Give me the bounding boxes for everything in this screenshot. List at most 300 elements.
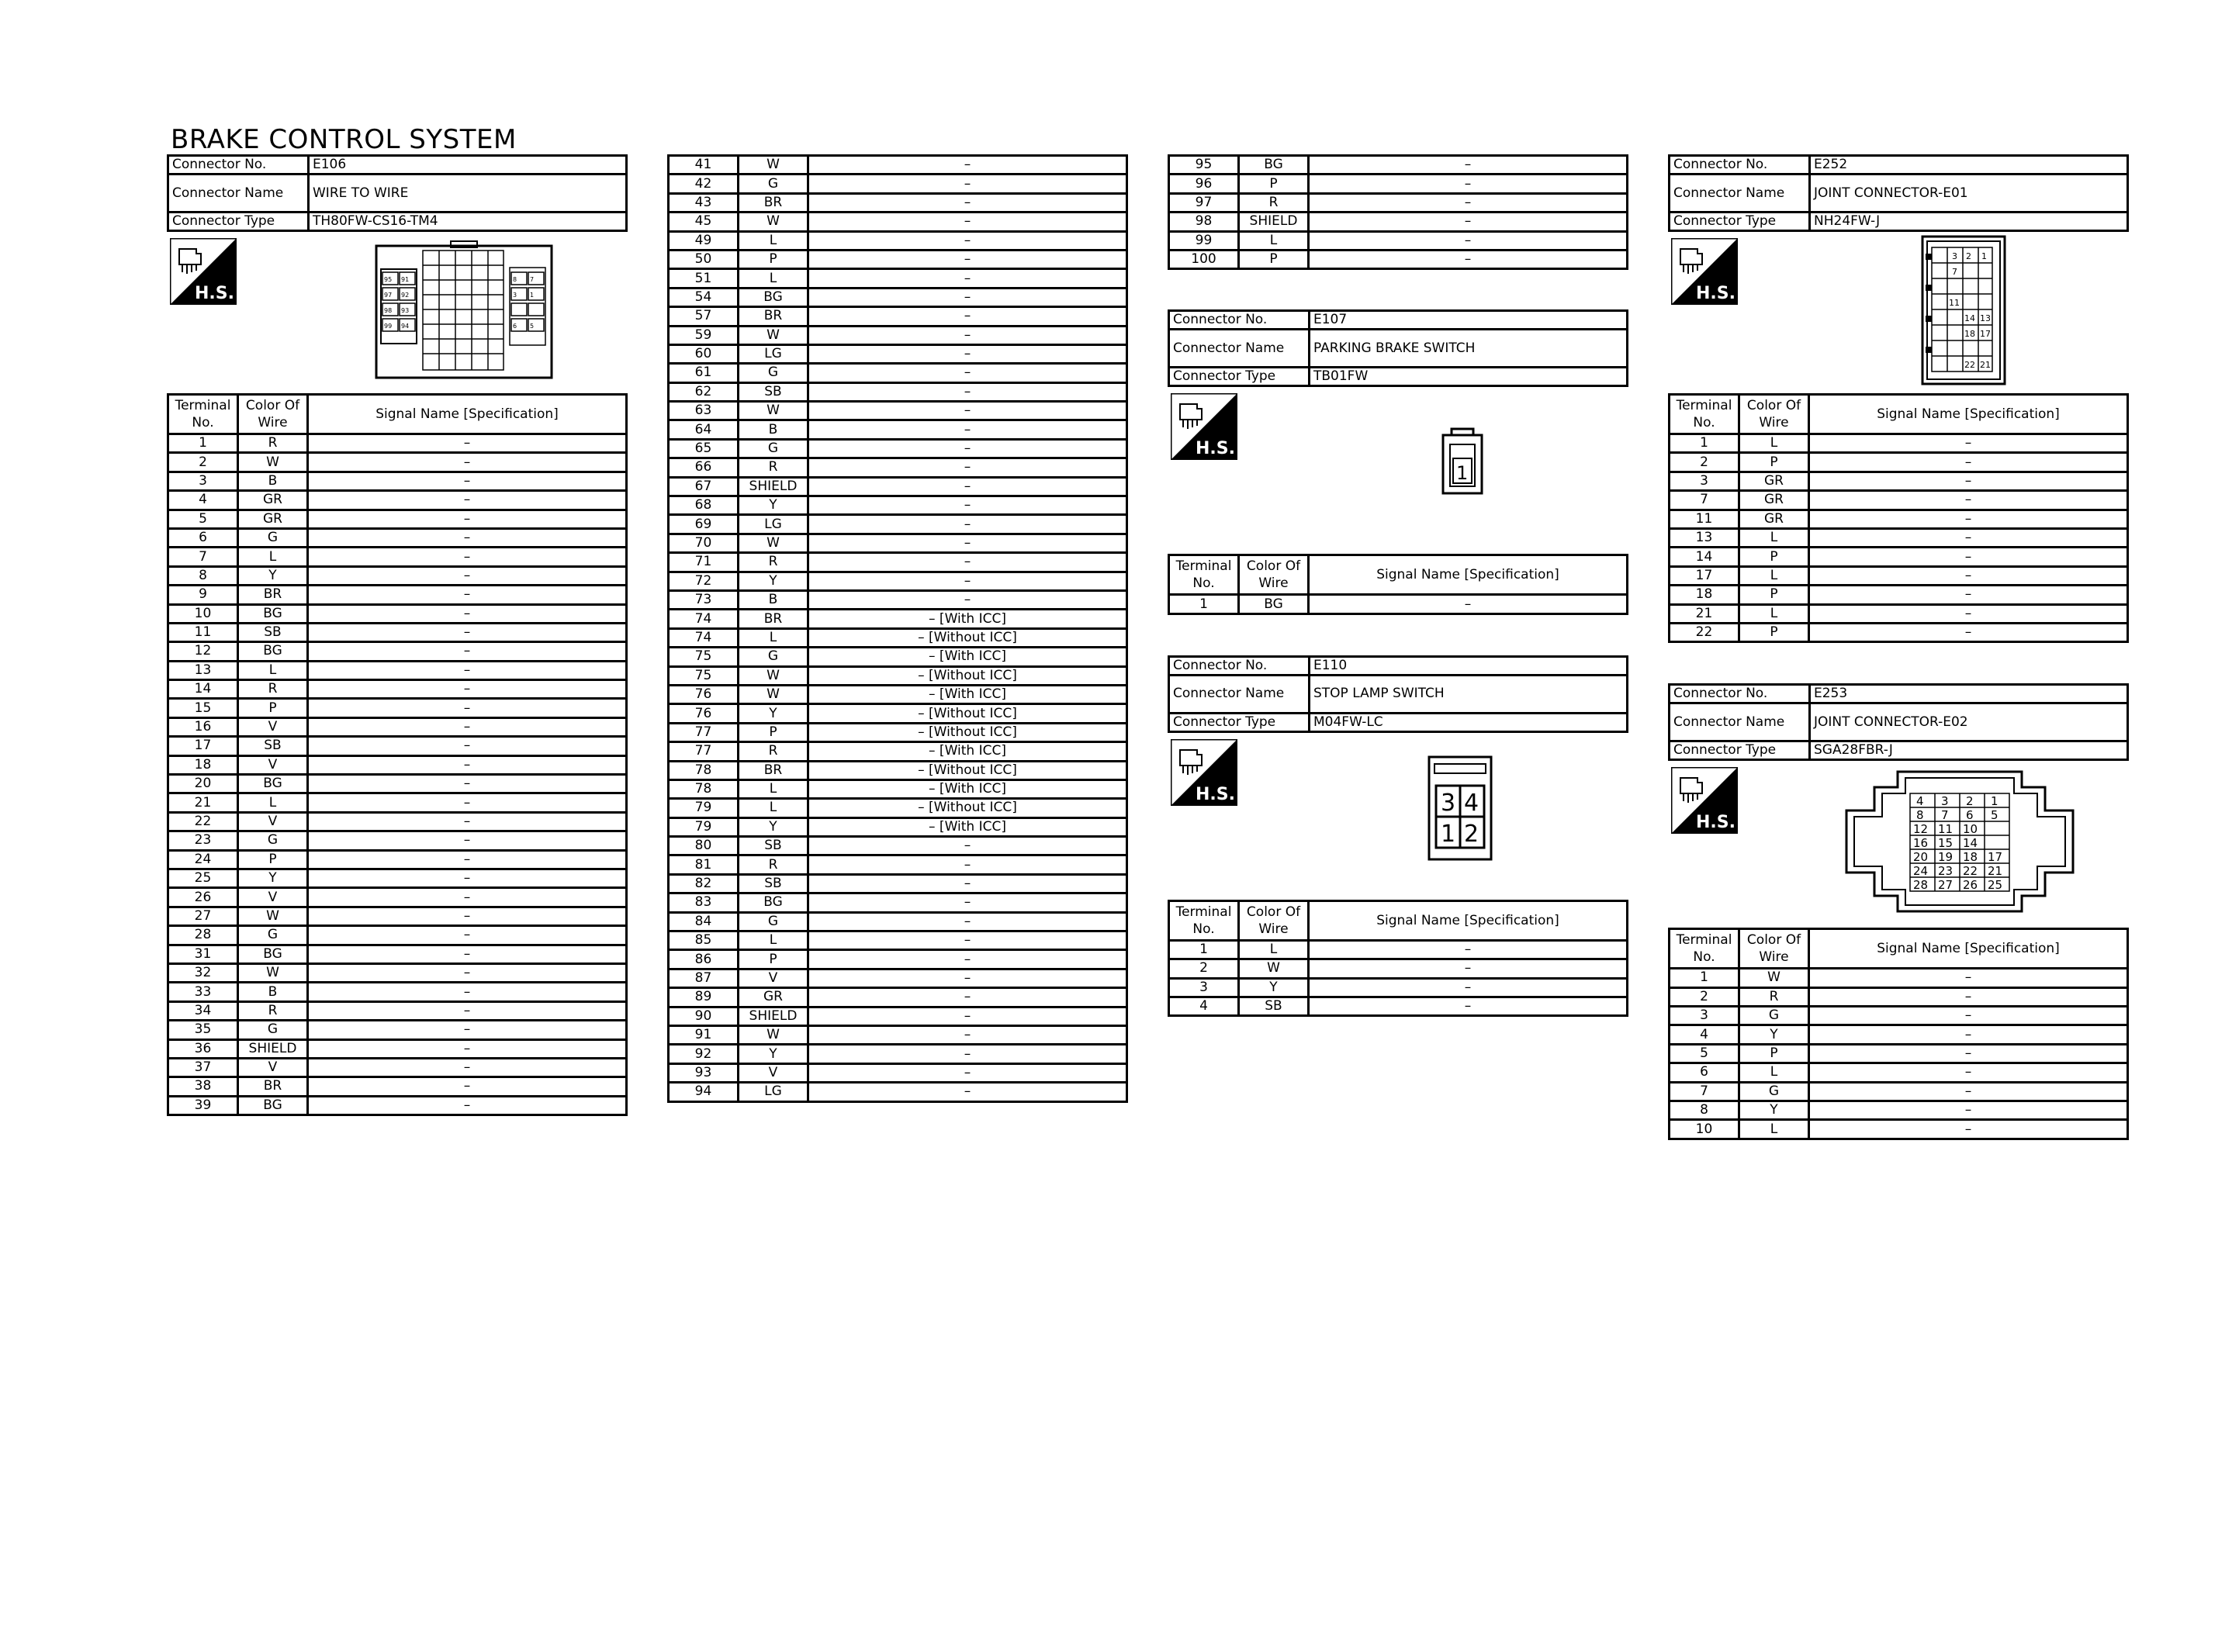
signal-name: – bbox=[808, 950, 1127, 969]
signal-name: – bbox=[308, 472, 627, 490]
terminal-row bbox=[669, 515, 1127, 534]
terminal-row bbox=[1670, 1120, 2128, 1139]
signal-name: – [With ICC] bbox=[808, 779, 1127, 798]
terminal-row bbox=[1670, 528, 2128, 547]
wire-color: GR bbox=[1739, 510, 1809, 528]
wire-color: BG bbox=[238, 945, 308, 963]
wire-color: BR bbox=[739, 193, 808, 212]
terminal-row bbox=[168, 699, 627, 717]
terminal-no: 31 bbox=[168, 945, 238, 963]
terminal-row bbox=[168, 661, 627, 679]
svg-text:2: 2 bbox=[1966, 794, 1974, 809]
terminal-no: 90 bbox=[669, 1007, 739, 1025]
wire-color: BG bbox=[739, 893, 808, 912]
wire-color: G bbox=[238, 528, 308, 547]
terminal-no: 77 bbox=[669, 742, 739, 761]
connector-type-label: Connector Type bbox=[168, 213, 309, 231]
signal-name: – bbox=[308, 1021, 627, 1039]
terminal-no: 8 bbox=[1670, 1101, 1739, 1120]
wire-color: R bbox=[739, 458, 808, 477]
signal-name-header: Signal Name [Specification] bbox=[1309, 555, 1628, 595]
signal-name: – bbox=[1809, 969, 2128, 987]
wire-color: P bbox=[1739, 1044, 1809, 1063]
e110-diagram-row bbox=[1168, 733, 1628, 900]
terminal-no: 84 bbox=[669, 912, 739, 931]
terminal-no: 82 bbox=[669, 874, 739, 893]
terminal-no: 25 bbox=[168, 869, 238, 887]
e106-pin-5: 5 bbox=[530, 323, 535, 330]
terminal-row bbox=[1670, 1007, 2128, 1025]
signal-name: – bbox=[808, 477, 1127, 496]
signal-name: – bbox=[808, 1007, 1127, 1025]
signal-name: – bbox=[308, 1001, 627, 1020]
terminal-no: 3 bbox=[1670, 472, 1739, 490]
signal-name: – bbox=[308, 850, 627, 869]
terminal-row bbox=[168, 963, 627, 982]
wire-color: B bbox=[739, 590, 808, 609]
svg-text:21: 21 bbox=[1988, 864, 2003, 879]
e110-connector-name: STOP LAMP SWITCH bbox=[1310, 675, 1628, 713]
signal-name: – bbox=[1809, 1007, 2128, 1025]
signal-name: – bbox=[308, 812, 627, 831]
terminal-no: 66 bbox=[669, 458, 739, 477]
terminal-no: 51 bbox=[669, 269, 739, 288]
terminal-no: 22 bbox=[168, 812, 238, 831]
svg-text:4: 4 bbox=[1916, 794, 1924, 809]
terminal-no: 15 bbox=[168, 699, 238, 717]
wire-color: BR bbox=[238, 1077, 308, 1096]
signal-name: – bbox=[308, 491, 627, 510]
wire-color: Y bbox=[1739, 1101, 1809, 1120]
terminal-row bbox=[1169, 231, 1628, 250]
wire-color: L bbox=[739, 799, 808, 817]
terminal-row bbox=[1169, 997, 1628, 1015]
terminal-no: 2 bbox=[1169, 959, 1239, 978]
terminal-row bbox=[669, 307, 1127, 326]
connector-no-label: Connector No. bbox=[1169, 311, 1310, 330]
wire-color: L bbox=[1739, 1063, 1809, 1082]
svg-text:25: 25 bbox=[1988, 878, 2003, 893]
signal-name: – bbox=[308, 434, 627, 453]
wire-color: BG bbox=[739, 288, 808, 306]
signal-name: – bbox=[808, 231, 1127, 250]
terminal-no: 54 bbox=[669, 288, 739, 306]
signal-name: – [Without ICC] bbox=[808, 666, 1127, 685]
terminal-no: 83 bbox=[669, 893, 739, 912]
terminal-no: 2 bbox=[1670, 453, 1739, 472]
wire-color: L bbox=[739, 931, 808, 950]
terminal-row bbox=[1670, 1063, 2128, 1082]
e252-pin-17: 17 bbox=[1980, 329, 1991, 339]
terminal-row bbox=[168, 623, 627, 641]
wire-color: L bbox=[238, 548, 308, 566]
terminal-row bbox=[1169, 175, 1628, 193]
terminal-row bbox=[669, 364, 1127, 382]
connector-no-label: Connector No. bbox=[1670, 685, 1810, 703]
terminal-no: 17 bbox=[168, 737, 238, 755]
wire-color: Y bbox=[739, 1045, 808, 1063]
hs-text: H.S. bbox=[195, 284, 234, 303]
wire-color: GR bbox=[1739, 472, 1809, 490]
terminal-no: 92 bbox=[669, 1045, 739, 1063]
e252-connector-no: E252 bbox=[1810, 156, 2128, 175]
wire-color: Y bbox=[1239, 978, 1309, 997]
terminal-no: 85 bbox=[669, 931, 739, 950]
wire-color: P bbox=[1739, 548, 1809, 566]
terminal-no: 14 bbox=[168, 680, 238, 699]
terminal-no: 76 bbox=[669, 685, 739, 703]
signal-name: – bbox=[308, 528, 627, 547]
terminal-row bbox=[669, 572, 1127, 590]
terminal-row bbox=[669, 1045, 1127, 1063]
terminal-row bbox=[669, 912, 1127, 931]
terminal-row bbox=[168, 775, 627, 793]
terminal-row bbox=[1169, 250, 1628, 268]
terminal-no: 75 bbox=[669, 648, 739, 666]
signal-name: – bbox=[1809, 453, 2128, 472]
wire-color: Y bbox=[238, 566, 308, 585]
e110-info-table bbox=[1168, 655, 1628, 733]
signal-name: – bbox=[808, 837, 1127, 855]
terminal-no: 7 bbox=[1670, 1082, 1739, 1101]
signal-name: – bbox=[1809, 548, 2128, 566]
signal-name: – bbox=[808, 402, 1127, 420]
terminal-row bbox=[168, 680, 627, 699]
signal-name: – [With ICC] bbox=[808, 742, 1127, 761]
wire-color: R bbox=[238, 1001, 308, 1020]
svg-text:12: 12 bbox=[1913, 822, 1929, 837]
signal-name: – [Without ICC] bbox=[808, 704, 1127, 723]
wire-color: R bbox=[739, 855, 808, 874]
connector-no-label: Connector No. bbox=[168, 156, 309, 175]
signal-name: – bbox=[308, 926, 627, 945]
signal-name: – bbox=[808, 213, 1127, 231]
wire-color: BG bbox=[1239, 595, 1309, 613]
terminal-no: 49 bbox=[669, 231, 739, 250]
terminal-no: 11 bbox=[168, 623, 238, 641]
e253-connector-type: SGA28FBR-J bbox=[1810, 741, 2128, 760]
terminal-row bbox=[168, 888, 627, 907]
signal-name: – bbox=[808, 1083, 1127, 1101]
signal-name: – [With ICC] bbox=[808, 610, 1127, 628]
svg-text:H.S.: H.S. bbox=[1196, 439, 1235, 459]
signal-name: – bbox=[808, 874, 1127, 893]
signal-name: – bbox=[308, 1077, 627, 1096]
e106-continued-panel bbox=[667, 154, 1128, 1103]
e106-pin-7: 7 bbox=[530, 276, 535, 283]
terminal-row bbox=[1670, 623, 2128, 641]
terminal-no: 20 bbox=[168, 775, 238, 793]
e106-pin-95: 95 bbox=[384, 276, 393, 283]
signal-name: – bbox=[1309, 978, 1628, 997]
signal-name: – bbox=[1809, 1082, 2128, 1101]
signal-name: – [With ICC] bbox=[808, 817, 1127, 836]
svg-text:14: 14 bbox=[1963, 836, 1978, 851]
e106-terminal-table-end bbox=[1168, 154, 1628, 270]
terminal-row bbox=[168, 528, 627, 547]
terminal-row bbox=[669, 156, 1127, 175]
signal-name: – bbox=[308, 604, 627, 623]
terminal-no: 60 bbox=[669, 344, 739, 363]
signal-name-header: Signal Name [Specification] bbox=[1809, 395, 2128, 434]
terminal-row bbox=[1670, 434, 2128, 453]
wire-color: SHIELD bbox=[739, 477, 808, 496]
terminal-no: 28 bbox=[168, 926, 238, 945]
terminal-no: 39 bbox=[168, 1096, 238, 1115]
terminal-row bbox=[1169, 978, 1628, 997]
terminal-no: 1 bbox=[1670, 434, 1739, 453]
wire-color: Y bbox=[739, 496, 808, 515]
terminal-no: 86 bbox=[669, 950, 739, 969]
signal-name: – bbox=[308, 680, 627, 699]
terminal-row bbox=[669, 269, 1127, 288]
signal-name: – bbox=[808, 344, 1127, 363]
signal-name: – bbox=[808, 288, 1127, 306]
terminal-row bbox=[168, 491, 627, 510]
terminal-no: 34 bbox=[168, 1001, 238, 1020]
terminal-no: 3 bbox=[1670, 1007, 1739, 1025]
e252-connector-name: JOINT CONNECTOR-E01 bbox=[1810, 175, 2128, 213]
e252-pin-3: 3 bbox=[1952, 251, 1957, 261]
terminal-no: 65 bbox=[669, 439, 739, 458]
signal-name: – [With ICC] bbox=[808, 685, 1127, 703]
e253-connector-no: E253 bbox=[1810, 685, 2128, 703]
signal-name: – bbox=[308, 1039, 627, 1058]
terminal-row bbox=[669, 610, 1127, 628]
terminal-no: 33 bbox=[168, 983, 238, 1001]
terminal-no: 61 bbox=[669, 364, 739, 382]
wire-color: SB bbox=[238, 737, 308, 755]
e107-connector-diagram bbox=[1441, 426, 1484, 496]
terminal-no: 11 bbox=[1670, 510, 1739, 528]
signal-name: – bbox=[808, 572, 1127, 590]
terminal-no: 98 bbox=[1169, 213, 1239, 231]
svg-text:10: 10 bbox=[1963, 822, 1978, 837]
wire-color: GR bbox=[1739, 491, 1809, 510]
e106-connector-diagram bbox=[375, 240, 553, 381]
signal-name: – bbox=[808, 420, 1127, 439]
terminal-row bbox=[669, 1025, 1127, 1044]
column-3 bbox=[1168, 154, 1628, 1017]
terminal-no: 70 bbox=[669, 534, 739, 552]
wire-color: P bbox=[1739, 453, 1809, 472]
signal-name: – bbox=[1809, 987, 2128, 1006]
terminal-row bbox=[669, 382, 1127, 401]
signal-name: – [Without ICC] bbox=[808, 723, 1127, 741]
terminal-no: 6 bbox=[1670, 1063, 1739, 1082]
connector-name-label: Connector Name bbox=[1169, 330, 1310, 368]
terminal-row bbox=[669, 1007, 1127, 1025]
wire-color: BR bbox=[238, 586, 308, 604]
wire-color-header: Color Of Wire bbox=[1739, 929, 1809, 969]
terminal-no: 100 bbox=[1169, 250, 1239, 268]
wire-color: W bbox=[739, 156, 808, 175]
e106-connector-no: E106 bbox=[309, 156, 627, 175]
wire-color: L bbox=[238, 793, 308, 812]
e252-info-table bbox=[1668, 154, 2129, 232]
terminal-no: 71 bbox=[669, 553, 739, 572]
terminal-no: 18 bbox=[1670, 586, 1739, 604]
terminal-row bbox=[669, 817, 1127, 836]
terminal-no: 2 bbox=[168, 453, 238, 472]
terminal-no: 72 bbox=[669, 572, 739, 590]
wire-color: SHIELD bbox=[1239, 213, 1309, 231]
signal-name: – bbox=[308, 831, 627, 850]
svg-text:6: 6 bbox=[1966, 808, 1974, 823]
e106-panel bbox=[167, 154, 628, 1116]
terminal-row bbox=[1169, 959, 1628, 978]
terminal-row bbox=[669, 496, 1127, 515]
terminal-no: 36 bbox=[168, 1039, 238, 1058]
terminal-row bbox=[1169, 156, 1628, 175]
terminal-row bbox=[669, 950, 1127, 969]
signal-name: – bbox=[1809, 586, 2128, 604]
signal-name: – bbox=[1309, 213, 1628, 231]
wire-color: V bbox=[739, 1063, 808, 1082]
terminal-no: 95 bbox=[1169, 156, 1239, 175]
connector-type-label: Connector Type bbox=[1169, 713, 1310, 731]
wire-color: W bbox=[238, 907, 308, 925]
terminal-row bbox=[669, 685, 1127, 703]
wire-color: W bbox=[1239, 959, 1309, 978]
svg-text:3: 3 bbox=[1941, 794, 1949, 809]
signal-name: – bbox=[308, 642, 627, 661]
wire-color: GR bbox=[739, 988, 808, 1007]
wire-color: W bbox=[739, 1025, 808, 1044]
terminal-row bbox=[669, 175, 1127, 193]
terminal-row bbox=[669, 704, 1127, 723]
wire-color: SB bbox=[739, 874, 808, 893]
terminal-no: 21 bbox=[1670, 604, 1739, 623]
terminal-row bbox=[1169, 595, 1628, 613]
e106-pin-94: 94 bbox=[401, 323, 410, 330]
e252-pin-7: 7 bbox=[1952, 267, 1957, 277]
terminal-no: 21 bbox=[168, 793, 238, 812]
terminal-row bbox=[1670, 453, 2128, 472]
signal-name: – bbox=[308, 548, 627, 566]
terminal-row bbox=[669, 969, 1127, 987]
connector-name-label: Connector Name bbox=[1670, 175, 1810, 213]
signal-name: – bbox=[1809, 623, 2128, 641]
e110-connector-type: M04FW-LC bbox=[1310, 713, 1628, 731]
wire-color: G bbox=[1739, 1007, 1809, 1025]
wire-color: V bbox=[238, 755, 308, 774]
wire-color-header: Color Of Wire bbox=[1239, 555, 1309, 595]
terminal-no: 27 bbox=[168, 907, 238, 925]
e107-diagram-row bbox=[1168, 387, 1628, 554]
signal-name: – bbox=[1809, 1101, 2128, 1120]
signal-name: – bbox=[808, 1045, 1127, 1063]
e106-pin-6: 6 bbox=[513, 323, 517, 330]
terminal-no: 81 bbox=[669, 855, 739, 874]
terminal-row bbox=[1670, 987, 2128, 1006]
terminal-row bbox=[1169, 940, 1628, 959]
wire-color: Y bbox=[238, 869, 308, 887]
terminal-no-header: Terminal No. bbox=[1169, 555, 1239, 595]
terminal-no: 97 bbox=[1169, 193, 1239, 212]
e107-info-table bbox=[1168, 309, 1628, 387]
harness-side-icon bbox=[170, 238, 237, 305]
signal-name: – bbox=[308, 453, 627, 472]
terminal-no: 78 bbox=[669, 779, 739, 798]
terminal-no: 99 bbox=[1169, 231, 1239, 250]
terminal-no: 1 bbox=[1169, 940, 1239, 959]
terminal-row bbox=[1670, 604, 2128, 623]
terminal-row bbox=[669, 779, 1127, 798]
e110-pin-2: 2 bbox=[1464, 820, 1479, 848]
signal-name: – bbox=[808, 969, 1127, 987]
svg-text:22: 22 bbox=[1963, 864, 1978, 879]
terminal-row bbox=[669, 893, 1127, 912]
terminal-row bbox=[669, 420, 1127, 439]
terminal-row bbox=[669, 590, 1127, 609]
wire-color: BG bbox=[238, 642, 308, 661]
signal-name: – bbox=[1309, 595, 1628, 613]
terminal-row bbox=[669, 193, 1127, 212]
signal-name: – bbox=[808, 553, 1127, 572]
svg-text:H.S.: H.S. bbox=[1696, 284, 1735, 303]
wire-color: W bbox=[238, 963, 308, 982]
terminal-no: 13 bbox=[168, 661, 238, 679]
terminal-no: 24 bbox=[168, 850, 238, 869]
terminal-no: 22 bbox=[1670, 623, 1739, 641]
e110-pin-4: 4 bbox=[1464, 789, 1479, 817]
e107-terminal-table bbox=[1168, 554, 1628, 614]
wire-color: G bbox=[739, 364, 808, 382]
svg-text:19: 19 bbox=[1938, 850, 1954, 865]
column-4 bbox=[1668, 154, 2129, 1140]
wire-color-header: Color Of Wire bbox=[1739, 395, 1809, 434]
signal-name: – bbox=[1309, 231, 1628, 250]
terminal-row bbox=[669, 326, 1127, 344]
e110-pin-3: 3 bbox=[1441, 789, 1456, 817]
terminal-row bbox=[669, 231, 1127, 250]
e253-terminal-table bbox=[1668, 928, 2129, 1140]
terminal-row bbox=[669, 874, 1127, 893]
terminal-row bbox=[168, 755, 627, 774]
e107-connector-no: E107 bbox=[1310, 311, 1628, 330]
terminal-no: 10 bbox=[1670, 1120, 1739, 1139]
signal-name: – bbox=[308, 661, 627, 679]
terminal-no: 89 bbox=[669, 988, 739, 1007]
terminal-row bbox=[1670, 969, 2128, 987]
terminal-no: 64 bbox=[669, 420, 739, 439]
e106-pin-93: 93 bbox=[401, 307, 410, 314]
svg-text:H.S.: H.S. bbox=[1196, 784, 1235, 804]
wire-color: SHIELD bbox=[238, 1039, 308, 1058]
connector-type-label: Connector Type bbox=[1169, 368, 1310, 386]
wire-color: G bbox=[739, 912, 808, 931]
signal-name: – [Without ICC] bbox=[808, 761, 1127, 779]
terminal-row bbox=[1670, 1044, 2128, 1063]
e107-connector-type: TB01FW bbox=[1310, 368, 1628, 386]
terminal-row bbox=[168, 1039, 627, 1058]
signal-name: – bbox=[1309, 193, 1628, 212]
terminal-row bbox=[669, 534, 1127, 552]
signal-name: – bbox=[1809, 434, 2128, 453]
e106-info-table bbox=[167, 154, 628, 232]
terminal-row bbox=[669, 1063, 1127, 1082]
wire-color: BR bbox=[739, 761, 808, 779]
terminal-no: 3 bbox=[168, 472, 238, 490]
signal-name: – bbox=[808, 515, 1127, 534]
terminal-no: 74 bbox=[669, 610, 739, 628]
terminal-no: 76 bbox=[669, 704, 739, 723]
wire-color: B bbox=[739, 420, 808, 439]
signal-name: – bbox=[808, 364, 1127, 382]
terminal-row bbox=[669, 402, 1127, 420]
terminal-no: 79 bbox=[669, 817, 739, 836]
